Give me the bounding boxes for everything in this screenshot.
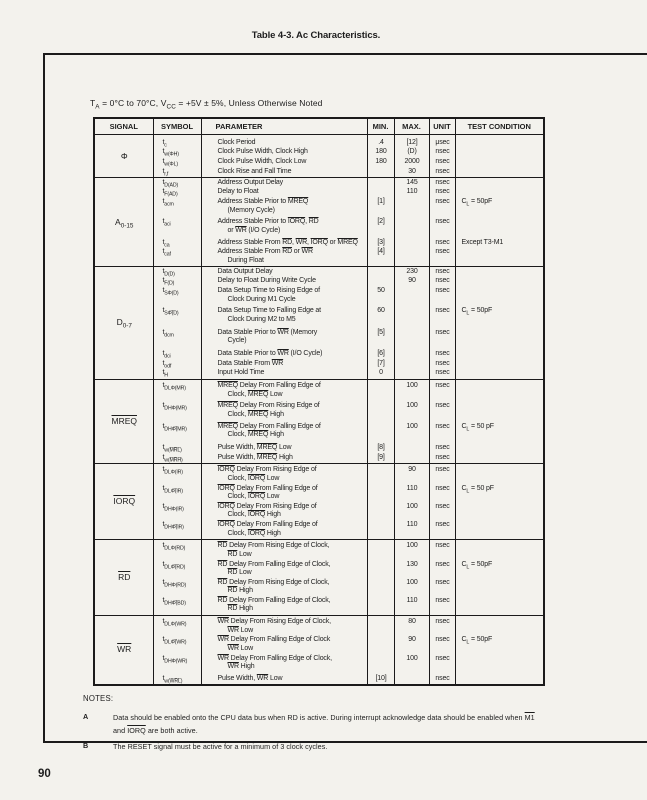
unit-cell: nsec [429,502,455,520]
min-cell [367,267,394,277]
test-condition-cell [455,578,544,596]
table-row [94,420,544,440]
table-row [94,672,544,685]
parameter-cell: Address Stable Prior to IORQ, $\overline{RD}$ or $\overline{WR}$ (I/O Cycle) [201,216,367,236]
table-row [94,216,544,236]
parameter-cell: Delay to Float [201,188,367,198]
test-condition-cell [455,521,544,540]
unit-cell: nsec [429,615,455,636]
max-cell: 100 [394,654,429,672]
parameter-cell: $\overline{WR}$ Delay From Rising Edge of Clock, $\overline{WR}$ Low [201,615,367,636]
signal-block [94,267,544,380]
unit-cell: nsec [429,369,455,379]
unit-cell: nsec [429,539,455,560]
parameter-cell: Clock Period [201,135,367,148]
parameter-cell: $\overline{RD}$ Delay From Rising Edge of Clock, $\overline{RD}$ Low [201,539,367,560]
unit-cell: nsec [429,636,455,654]
note-item [83,741,628,754]
signal-block [94,539,544,615]
table-row [94,484,544,502]
signal-block [94,463,544,539]
min-cell [367,539,394,560]
column-header: SIGNAL [94,118,153,135]
test-condition-cell [455,615,544,636]
test-condition-cell: $C_L = 50pF$ [455,636,544,654]
max-cell [394,248,429,267]
unit-cell: nsec [429,248,455,267]
test-condition-cell [455,277,544,287]
min-cell [367,277,394,287]
max-cell [394,453,429,463]
parameter-cell: $\overline{RD}$ Delay From Falling Edge of Clock, $\overline{RD}$ Low [201,560,367,578]
test-condition-cell [455,188,544,198]
max-cell [394,216,429,236]
max-cell: [12] [394,135,429,148]
table-row [94,440,544,453]
test-condition-cell [455,148,544,158]
max-cell [394,198,429,216]
min-cell: 180 [367,148,394,158]
unit-cell: nsec [429,359,455,369]
table-row [94,325,544,346]
test-condition-cell: $C_L = 50pF$ [455,198,544,216]
min-cell: [7] [367,359,394,369]
table-row [94,453,544,463]
max-cell [394,325,429,346]
unit-cell: nsec [429,521,455,540]
test-condition-cell [455,287,544,305]
min-cell: [4] [367,248,394,267]
symbol-cell: $t_{DH\Phi(MR)}$ [153,400,201,420]
test-condition-cell: $C_L = 50pF$ [455,305,544,325]
unit-cell: nsec [429,463,455,484]
max-cell [394,236,429,248]
table-row [94,158,544,168]
symbol-cell: $t_{F(AD)}$ [153,188,201,198]
table-row [94,502,544,520]
test-condition-cell [455,654,544,672]
symbol-cell: $t_{DL\Phi(IR)}$ [153,463,201,484]
max-cell: 90 [394,636,429,654]
unit-cell: nsec [429,596,455,615]
max-cell: 100 [394,400,429,420]
unit-cell: nsec [429,198,455,216]
parameter-cell: Clock Pulse Width, Clock Low [201,158,367,168]
max-cell: 230 [394,267,429,277]
symbol-cell: $t_{acm}$ [153,198,201,216]
test-condition-cell [455,400,544,420]
signal-block [94,178,544,267]
symbol-cell: $t_{w(M̅R̅L̅)}$ [153,440,201,453]
table-row [94,369,544,379]
test-condition-cell [455,216,544,236]
symbol-cell: $t_H$ [153,369,201,379]
table-row [94,539,544,560]
parameter-cell: Address Output Delay [201,178,367,188]
min-cell: [5] [367,325,394,346]
signal-block [94,379,544,463]
note-letter: B [83,741,89,751]
min-cell [367,420,394,440]
symbol-cell: $t_{w(W̅R̅L̅)}$ [153,672,201,685]
table-row [94,359,544,369]
unit-cell: nsec [429,267,455,277]
test-condition-cell [455,453,544,463]
table-caption: Table 4-3. Ac Characteristics. [251,30,381,41]
signal-block [94,135,544,178]
min-cell: [2] [367,216,394,236]
min-cell [367,654,394,672]
max-cell: 110 [394,484,429,502]
parameter-cell: $\overline{RD}$ Delay From Rising Edge of Clock, $\overline{RD}$ High [201,578,367,596]
symbol-cell: $t_{DH\Phi̅(BD)}$ [153,596,201,615]
column-header: UNIT [429,118,455,135]
unit-cell: nsec [429,325,455,346]
symbol-cell: $t_{DH\Phi̅(IR)}$ [153,521,201,540]
max-cell: 100 [394,420,429,440]
symbol-cell: $t_{w(M̅R̅H̅)}$ [153,453,201,463]
min-cell [367,615,394,636]
column-header: TEST CONDITION [455,118,544,135]
parameter-cell: $\overline{RD}$ Delay From Falling Edge of Clock, $\overline{RD}$ High [201,596,367,615]
symbol-cell: $t_{DL\Phi(RD)}$ [153,539,201,560]
max-cell: 110 [394,521,429,540]
symbol-cell: $t_{dci}$ [153,346,201,359]
min-cell [367,560,394,578]
symbol-cell: $t_{ca}$ [153,236,201,248]
test-condition-cell: $C_L = 50$ pF [455,420,544,440]
symbol-cell: $t_{w(\Phi L)}$ [153,158,201,168]
min-cell: [1] [367,198,394,216]
unit-cell: nsec [429,346,455,359]
min-cell [367,379,394,400]
column-header: PARAMETER [201,118,367,135]
table-row [94,578,544,596]
test-condition-cell: Except T3-M1 [455,236,544,248]
test-condition-cell: $C_L = 50$ pF [455,484,544,502]
test-condition-cell [455,359,544,369]
min-cell: [8] [367,440,394,453]
parameter-cell: Data Output Delay [201,267,367,277]
notes-label: NOTES: [83,694,114,704]
min-cell [367,400,394,420]
min-cell: 0 [367,369,394,379]
table-row [94,287,544,305]
max-cell [394,287,429,305]
min-cell: [6] [367,346,394,359]
column-header: MIN. [367,118,394,135]
table-row [94,135,544,148]
symbol-cell: $t_{DH\Phi(IR)}$ [153,502,201,520]
notes-list [83,712,647,754]
note-text: Data should be enabled onto the CPU data bus when RD is active. During interrupt acknowledge data should be enabled when M1 and IORQ are both active. [113,713,535,735]
table-row [94,277,544,287]
min-cell: [10] [367,672,394,685]
min-cell: 50 [367,287,394,305]
signal-cell: Φ [94,135,153,178]
test-condition-cell [455,502,544,520]
table-row [94,198,544,216]
note-letter: A [83,712,89,722]
parameter-cell: Input Hold Time [201,369,367,379]
symbol-cell: $t_{DH\Phi̅(MR)}$ [153,420,201,440]
test-condition-cell [455,369,544,379]
parameter-cell: Clock Pulse Width, Clock High [201,148,367,158]
max-cell: 110 [394,596,429,615]
page-number: 90 [38,768,51,780]
parameter-cell: IORQ Delay From Rising Edge of Clock, IORQ Low [201,463,367,484]
symbol-cell: $t_{w(\Phi H)}$ [153,148,201,158]
min-cell: [9] [367,453,394,463]
min-cell: [3] [367,236,394,248]
unit-cell: nsec [429,216,455,236]
table-row [94,267,544,277]
min-cell [367,502,394,520]
max-cell: 100 [394,578,429,596]
table-row [94,248,544,267]
parameter-cell: Pulse Width, MREQ High [201,453,367,463]
symbol-cell: $t_{DH\Phi(WR)}$ [153,654,201,672]
table-row [94,346,544,359]
test-condition-cell [455,596,544,615]
table-row [94,636,544,654]
unit-cell: nsec [429,277,455,287]
table-row [94,615,544,636]
parameter-cell: Address Stable From $\overline{RD}$, $\overline{WR}$, IORQ or MREQ [201,236,367,248]
note-text: The RESET signal must be active for a minimum of 3 clock cycles. [113,742,328,752]
min-cell [367,178,394,188]
min-cell [367,463,394,484]
table-row [94,178,544,188]
parameter-cell: Clock Rise and Fall Time [201,167,367,177]
header-row [94,118,544,135]
test-condition-cell [455,248,544,267]
max-cell: 80 [394,615,429,636]
parameter-cell: Data Stable Prior to $\overline{WR}$ (I/O Cycle) [201,346,367,359]
parameter-cell: $\overline{WR}$ Delay From Falling Edge of Clock, $\overline{WR}$ High [201,654,367,672]
max-cell: 90 [394,277,429,287]
ac-characteristics-table [93,117,545,686]
test-condition-cell [455,463,544,484]
test-condition-cell [455,379,544,400]
test-condition-cell [455,267,544,277]
table-row [94,148,544,158]
symbol-cell: $t_{F(D)}$ [153,277,201,287]
unit-cell: nsec [429,379,455,400]
max-cell: (D) [394,148,429,158]
max-cell: 100 [394,539,429,560]
test-condition-cell [455,325,544,346]
max-cell [394,346,429,359]
page-frame [43,53,647,752]
unit-cell: nsec [429,654,455,672]
test-condition-cell [455,167,544,177]
symbol-cell: $t_{D(AD)}$ [153,178,201,188]
symbol-cell: $t_{DL\Phi̅(WR)}$ [153,636,201,654]
operating-conditions: $T_A = 0^\circ C$ to 70°C, $V_{CC} = +5V \pm 5\%$, Unless Otherwise Noted [90,98,323,111]
max-cell: 90 [394,463,429,484]
parameter-cell: Data Stable Prior to $\overline{WR}$ (Memory Cycle) [201,325,367,346]
table-row [94,305,544,325]
unit-cell: nsec [429,560,455,578]
max-cell: 100 [394,502,429,520]
note-item [83,712,628,737]
max-cell: 2000 [394,158,429,168]
unit-cell: nsec [429,287,455,305]
column-header: SYMBOL [153,118,201,135]
unit-cell: nsec [429,178,455,188]
unit-cell: nsec [429,236,455,248]
max-cell [394,359,429,369]
min-cell [367,636,394,654]
min-cell [367,167,394,177]
min-cell: 180 [367,158,394,168]
test-condition-cell: $C_L = 50pF$ [455,560,544,578]
max-cell [394,305,429,325]
symbol-cell: $t_{DL\Phi̅(RD)}$ [153,560,201,578]
notes-section [83,694,647,754]
symbol-cell: $t_{S\Phi̅(D)}$ [153,305,201,325]
min-cell [367,484,394,502]
parameter-cell: Data Stable From $\overline{WR}$ [201,359,367,369]
signal-cell: MREQ [94,379,153,463]
parameter-cell: Address Stable From $\overline{RD}$ or $\overline{WR}$ During Float [201,248,367,267]
table-row [94,188,544,198]
table-row [94,379,544,400]
signal-cell: $A_{0-15}$ [94,178,153,267]
min-cell: 60 [367,305,394,325]
parameter-cell: IORQ Delay From Rising Edge of Clock, IORQ High [201,502,367,520]
test-condition-cell [455,440,544,453]
max-cell [394,369,429,379]
unit-cell: nsec [429,305,455,325]
symbol-cell: $t_{caf}$ [153,248,201,267]
parameter-cell: Delay to Float During Write Cycle [201,277,367,287]
max-cell: 100 [394,379,429,400]
max-cell [394,440,429,453]
parameter-cell: MREQ Delay From Falling Edge of Clock, MREQ High [201,420,367,440]
table-header [94,118,544,135]
unit-cell: μsec [429,135,455,148]
test-condition-cell [455,346,544,359]
symbol-cell: $t_c$ [153,135,201,148]
column-header: MAX. [394,118,429,135]
unit-cell: nsec [429,148,455,158]
table-row [94,654,544,672]
symbol-cell: $t_{aci}$ [153,216,201,236]
max-cell [394,672,429,685]
unit-cell: nsec [429,400,455,420]
unit-cell: nsec [429,484,455,502]
max-cell: 110 [394,188,429,198]
test-condition-cell [455,672,544,685]
unit-cell: nsec [429,158,455,168]
symbol-cell: $t_{dcm}$ [153,325,201,346]
signal-cell: IORQ [94,463,153,539]
table-row [94,463,544,484]
test-condition-cell [455,158,544,168]
min-cell [367,521,394,540]
symbol-cell: $t_{S\Phi(D)}$ [153,287,201,305]
parameter-cell: IORQ Delay From Falling Edge of Clock, IORQ High [201,521,367,540]
min-cell: .4 [367,135,394,148]
symbol-cell: $t_{r,f}$ [153,167,201,177]
parameter-cell: MREQ Delay From Falling Edge of Clock, MREQ Low [201,379,367,400]
signal-cell: $D_{0-7}$ [94,267,153,380]
parameter-cell: Pulse Width, $\overline{WR}$ Low [201,672,367,685]
min-cell [367,596,394,615]
min-cell [367,188,394,198]
test-condition-cell [455,539,544,560]
unit-cell: nsec [429,420,455,440]
parameter-cell: Data Setup Time to Falling Edge at Clock During M2 to M5 [201,305,367,325]
table-row [94,236,544,248]
table-row [94,560,544,578]
signal-cell: $\overline{RD}$ [94,539,153,615]
unit-cell: nsec [429,167,455,177]
symbol-cell: $t_{DL\Phi̅(IR)}$ [153,484,201,502]
test-condition-cell [455,135,544,148]
unit-cell: nsec [429,440,455,453]
max-cell: 130 [394,560,429,578]
table-row [94,596,544,615]
unit-cell: nsec [429,672,455,685]
symbol-cell: $t_{DH\Phi(RD)}$ [153,578,201,596]
unit-cell: nsec [429,453,455,463]
signal-cell: $\overline{WR}$ [94,615,153,685]
parameter-cell: IORQ Delay From Falling Edge of Clock, IORQ Low [201,484,367,502]
parameter-cell: $\overline{WR}$ Delay From Falling Edge of Clock $\overline{WR}$ Low [201,636,367,654]
unit-cell: nsec [429,578,455,596]
table-row [94,521,544,540]
symbol-cell: $t_{odf}$ [153,359,201,369]
symbol-cell: $t_{DL\Phi(MR)}$ [153,379,201,400]
parameter-cell: MREQ Delay From Rising Edge of Clock, MREQ High [201,400,367,420]
max-cell: 145 [394,178,429,188]
symbol-cell: $t_{DL\Phi(WR)}$ [153,615,201,636]
symbol-cell: $t_{D(D)}$ [153,267,201,277]
test-condition-cell [455,178,544,188]
parameter-cell: Address Stable Prior to MREQ (Memory Cycle) [201,198,367,216]
max-cell: 30 [394,167,429,177]
table-row [94,167,544,177]
min-cell [367,578,394,596]
signal-block [94,615,544,685]
parameter-cell: Pulse Width, MREQ Low [201,440,367,453]
parameter-cell: Data Setup Time to Rising Edge of Clock During M1 Cycle [201,287,367,305]
unit-cell: nsec [429,188,455,198]
table-row [94,400,544,420]
